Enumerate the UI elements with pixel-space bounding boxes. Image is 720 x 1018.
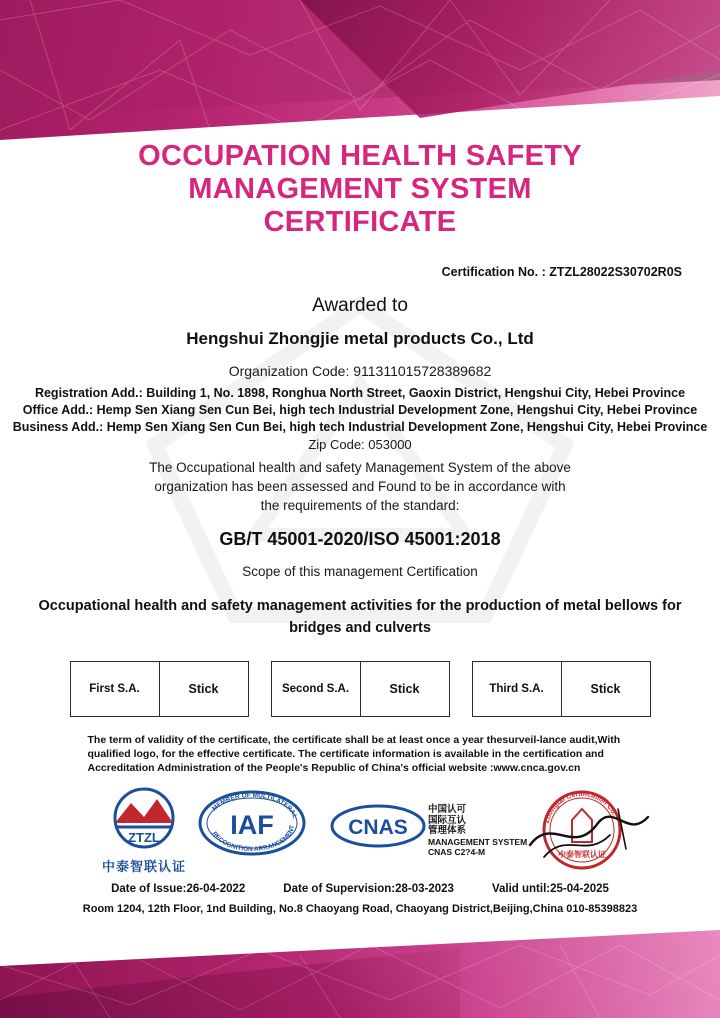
surveillance-audit-boxes: [0, 661, 720, 717]
ztzl-chinese-label: 中泰智联认证: [101, 859, 186, 874]
cnas-line-3: 管理体系: [428, 825, 467, 836]
cnas-line-4: MANAGEMENT SYSTEM: [428, 836, 528, 847]
company-name: Hengshui Zhongjie metal products Co., Ltd: [186, 329, 534, 348]
awarded-to-label: Awarded to: [312, 295, 408, 316]
bottom-decorative-band: [0, 930, 720, 1018]
surveillance-value-third: Stick: [590, 682, 621, 696]
title-line-1: OCCUPATION HEALTH SAFETY: [138, 140, 582, 172]
organization-code: Organization Code: 911311015728389682: [228, 363, 492, 379]
cnas-line-5: CNAS C2?4-M: [428, 847, 486, 857]
surveillance-box-third: [472, 661, 651, 717]
business-address: Business Add.: Hemp Sen Xiang Sen Cun Bei, high tech Industrial Development Zone, Hengshui City, Hebei Province: [12, 420, 708, 434]
surveillance-value-first: Stick: [188, 682, 219, 696]
iaf-top-text: MEMBER OF MULTILATERAL: [211, 791, 299, 820]
dates-row: [0, 883, 720, 895]
iaf-mark-icon: [198, 789, 306, 857]
surveillance-box-first: [70, 661, 249, 717]
seal-top-text: Zhongtai Certification Co.: [543, 790, 618, 825]
scope-label: Scope of this management Certification: [242, 564, 478, 579]
certificate-title: [0, 140, 720, 239]
iaf-bottom-text: RECOGNITION ARRANGEMENT: [210, 824, 297, 854]
official-seal: [522, 787, 652, 878]
certification-number-label: Certification No. :: [441, 265, 546, 279]
surveillance-label-second: Second S.A.: [272, 662, 361, 716]
statement-line-1: The Occupational health and safety Management System of the above: [149, 460, 571, 475]
surveillance-box-second: [271, 661, 450, 717]
validity-terms: [88, 733, 633, 775]
title-line-3: CERTIFICATE: [263, 206, 457, 238]
scope-text: Occupational health and safety management activities for the production of metal bellows for bridges and culverts: [38, 598, 682, 636]
title-line-2: MANAGEMENT SYSTEM: [188, 173, 532, 205]
assessment-statement: [0, 458, 720, 515]
certification-number-value: ZTZL28022S30702R0S: [549, 265, 682, 279]
registration-address: Registration Add.: Building 1, No. 1898, Ronghua North Street, Gaoxin District, Hengshui City, Hebei Province: [34, 386, 686, 400]
cnas-logo: [330, 803, 426, 854]
surveillance-label-first: First S.A.: [71, 662, 160, 716]
ztzl-acronym: ZTZL: [128, 830, 160, 845]
cnas-mark-icon: [330, 803, 426, 849]
footer-address: Room 1204, 12th Floor, 1nd Building, No.8 Chaoyang Road, Chaoyang District,Beijing,China 010-85398823: [82, 903, 638, 915]
statement-line-3: the requirements of the standard:: [260, 498, 460, 513]
terms-line-2: qualified logo, for the effective certificate. The certificate information is available in the certification and: [87, 748, 604, 760]
cnas-acronym: CNAS: [348, 816, 408, 839]
iaf-logo: [198, 789, 306, 862]
seal-chinese-text: 中泰智联认证: [558, 850, 606, 859]
iaf-acronym: IAF: [230, 810, 274, 840]
date-of-issue: Date of Issue:26-04-2022: [111, 883, 246, 895]
accreditation-logos: [0, 785, 720, 881]
office-address: Office Add.: Hemp Sen Xiang Sen Cun Bei, high tech Industrial Development Zone, Hengshui City, Hebei Province: [22, 403, 698, 417]
ztzl-mark-icon: [101, 787, 187, 849]
ztzl-logo: [84, 787, 204, 875]
statement-line-2: organization has been assessed and Found to be in accordance with: [154, 479, 566, 494]
seal-stamp-icon: [522, 787, 652, 873]
certification-number: [0, 265, 720, 279]
cnas-line-1: 中国认可: [428, 804, 467, 815]
valid-until: Valid until:25-04-2025: [491, 883, 609, 895]
cnas-line-2: 国际互认: [428, 814, 467, 826]
terms-line-3: Accreditation Administration of the People's Republic of China's official website :www.cnca.gov.cn: [87, 762, 581, 774]
date-of-supervision: Date of Supervision:28-03-2023: [283, 883, 454, 895]
surveillance-label-third: Third S.A.: [473, 662, 562, 716]
standard-reference: GB/T 45001-2020/ISO 45001:2018: [219, 529, 501, 549]
bottom-band-accent: [0, 948, 460, 1018]
cnas-accreditation-text: [428, 805, 527, 858]
surveillance-value-second: Stick: [389, 682, 420, 696]
terms-line-1: The term of validity of the certificate, the certificate shall be at least once a year thesurveil-lance audit,With: [87, 734, 621, 746]
zip-code: Zip Code: 053000: [308, 437, 412, 452]
address-block: [0, 385, 720, 435]
